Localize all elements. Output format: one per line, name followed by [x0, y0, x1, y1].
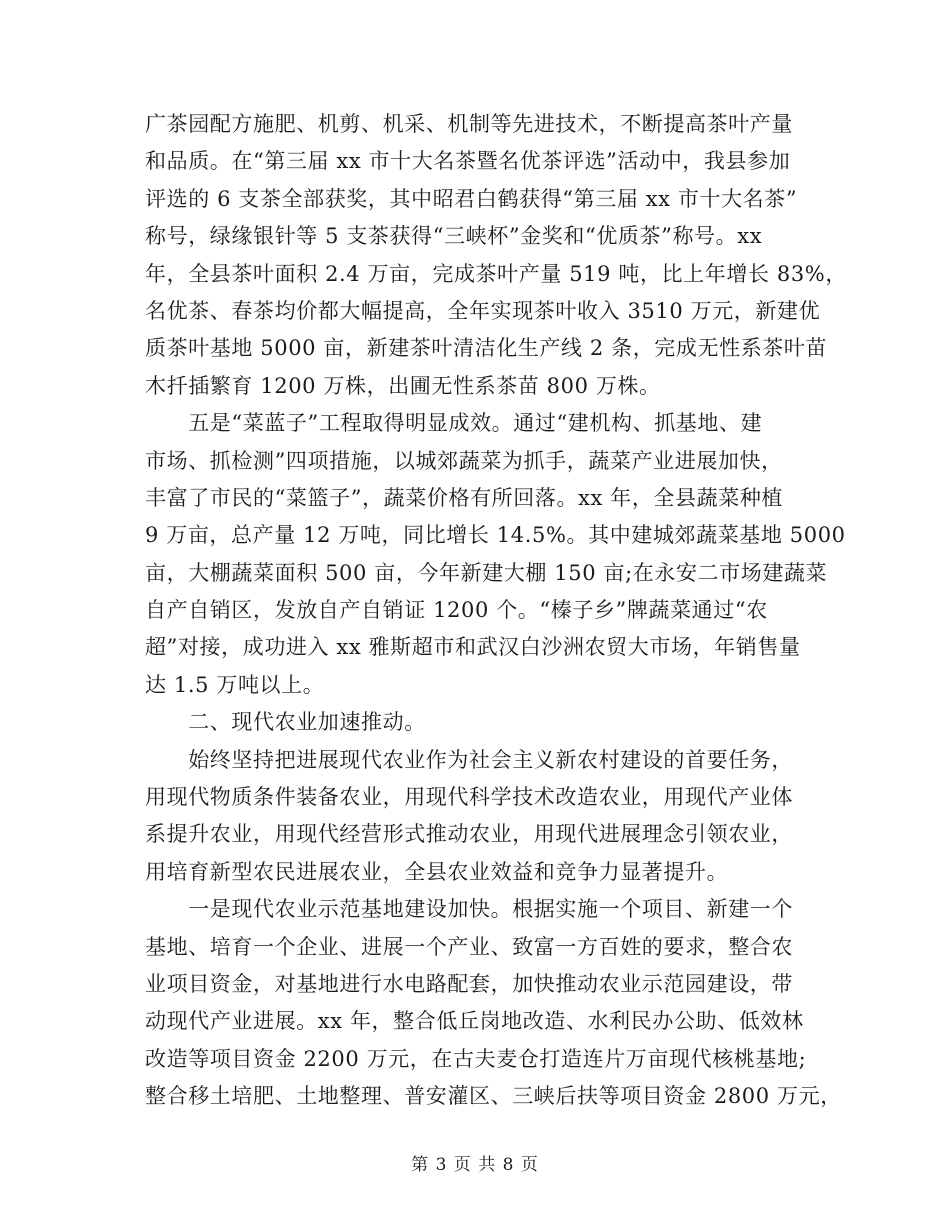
page-number-footer: 第 3 页 共 8 页: [411, 1155, 539, 1175]
text-line: 动现代产业进展。xx 年，整合低丘岗地改造、水利民办公助、低效林: [145, 1009, 804, 1034]
text-line: 9 万亩，总产量 12 万吨，同比增长 14.5%。其中建城郊蔬菜基地 5000: [145, 523, 846, 548]
text-line: 超”对接，成功进入 xx 雅斯超市和武汉白沙洲农贸大市场，年销售量: [145, 635, 801, 660]
text-line: 用培育新型农民进展农业，全县农业效益和竞争力显著提升。: [145, 859, 729, 884]
text-line: 评选的 6 支茶全部获奖，其中昭君白鹤获得“第三届 xx 市十大名茶”: [145, 186, 798, 211]
text-line: 和品质。在“第三届 xx 市十大名茶暨名优茶评选”活动中，我县参加: [145, 149, 791, 174]
text-line: 广茶园配方施肥、机剪、机采、机制等先进技术，不断提高茶叶产量: [145, 112, 793, 136]
text-line: 五是“菜蓝子”工程取得明显成效。通过“建机构、抓基地、建: [145, 411, 763, 436]
text-line: 丰富了市民的“菜篮子”，蔬菜价格有所回落。xx 年，全县蔬菜种植: [145, 485, 784, 510]
text-line: 改造等项目资金 2200 万元，在古夫麦仓打造连片万亩现代核桃基地;: [145, 1046, 807, 1071]
text-line: 木扦插繁育 1200 万株，出圃无性系茶苗 800 万株。: [145, 373, 661, 398]
section-heading: 二、现代农业加速推动。: [145, 710, 426, 735]
text-line: 用现代物质条件装备农业，用现代科学技术改造农业，用现代产业体: [145, 785, 793, 810]
text-line: 基地、培育一个企业、进展一个产业、致富一方百姓的要求，整合农: [145, 934, 793, 959]
text-line: 系提升农业，用现代经营形式推动农业，用现代进展理念引领农业，: [145, 822, 793, 847]
text-line: 达 1.5 万吨以上。: [145, 672, 325, 697]
text-line: 名优茶、春茶均价都大幅提高，全年实现茶叶收入 3510 万元，新建优: [145, 298, 821, 323]
text-line: 始终坚持把进展现代农业作为社会主义新农村建设的首要任务，: [145, 747, 793, 772]
body-text: [145, 106, 847, 1116]
text-line: 整合移土培肥、土地整理、普安灌区、三峡后扶等项目资金 2800 万元，: [145, 1084, 842, 1109]
text-line: 业项目资金，对基地进行水电路配套，加快推动农业示范园建设，带: [145, 971, 793, 996]
text-line: 年，全县茶叶面积 2.4 万亩，完成茶叶产量 519 吨，比上年增长 83%，: [145, 261, 847, 286]
text-line: 自产自销区，发放自产自销证 1200 个。“榛子乡”牌蔬菜通过“农: [145, 598, 768, 623]
text-line: 质茶叶基地 5000 亩，新建茶叶清洁化生产线 2 条，完成无性系茶叶苗: [145, 336, 828, 361]
text-line: 市场、抓检测”四项措施，以城郊蔬菜为抓手，蔬菜产业进展加快，: [145, 448, 783, 473]
text-line: 称号，绿缘银针等 5 支茶获得“三峡杯”金奖和“优质茶”称号。xx: [145, 224, 763, 249]
text-line: 亩，大棚蔬菜面积 500 亩，今年新建大棚 150 亩;在永安二市场建蔬菜: [145, 560, 828, 585]
text-line: 一是现代农业示范基地建设加快。根据实施一个项目、新建一个: [145, 897, 793, 922]
